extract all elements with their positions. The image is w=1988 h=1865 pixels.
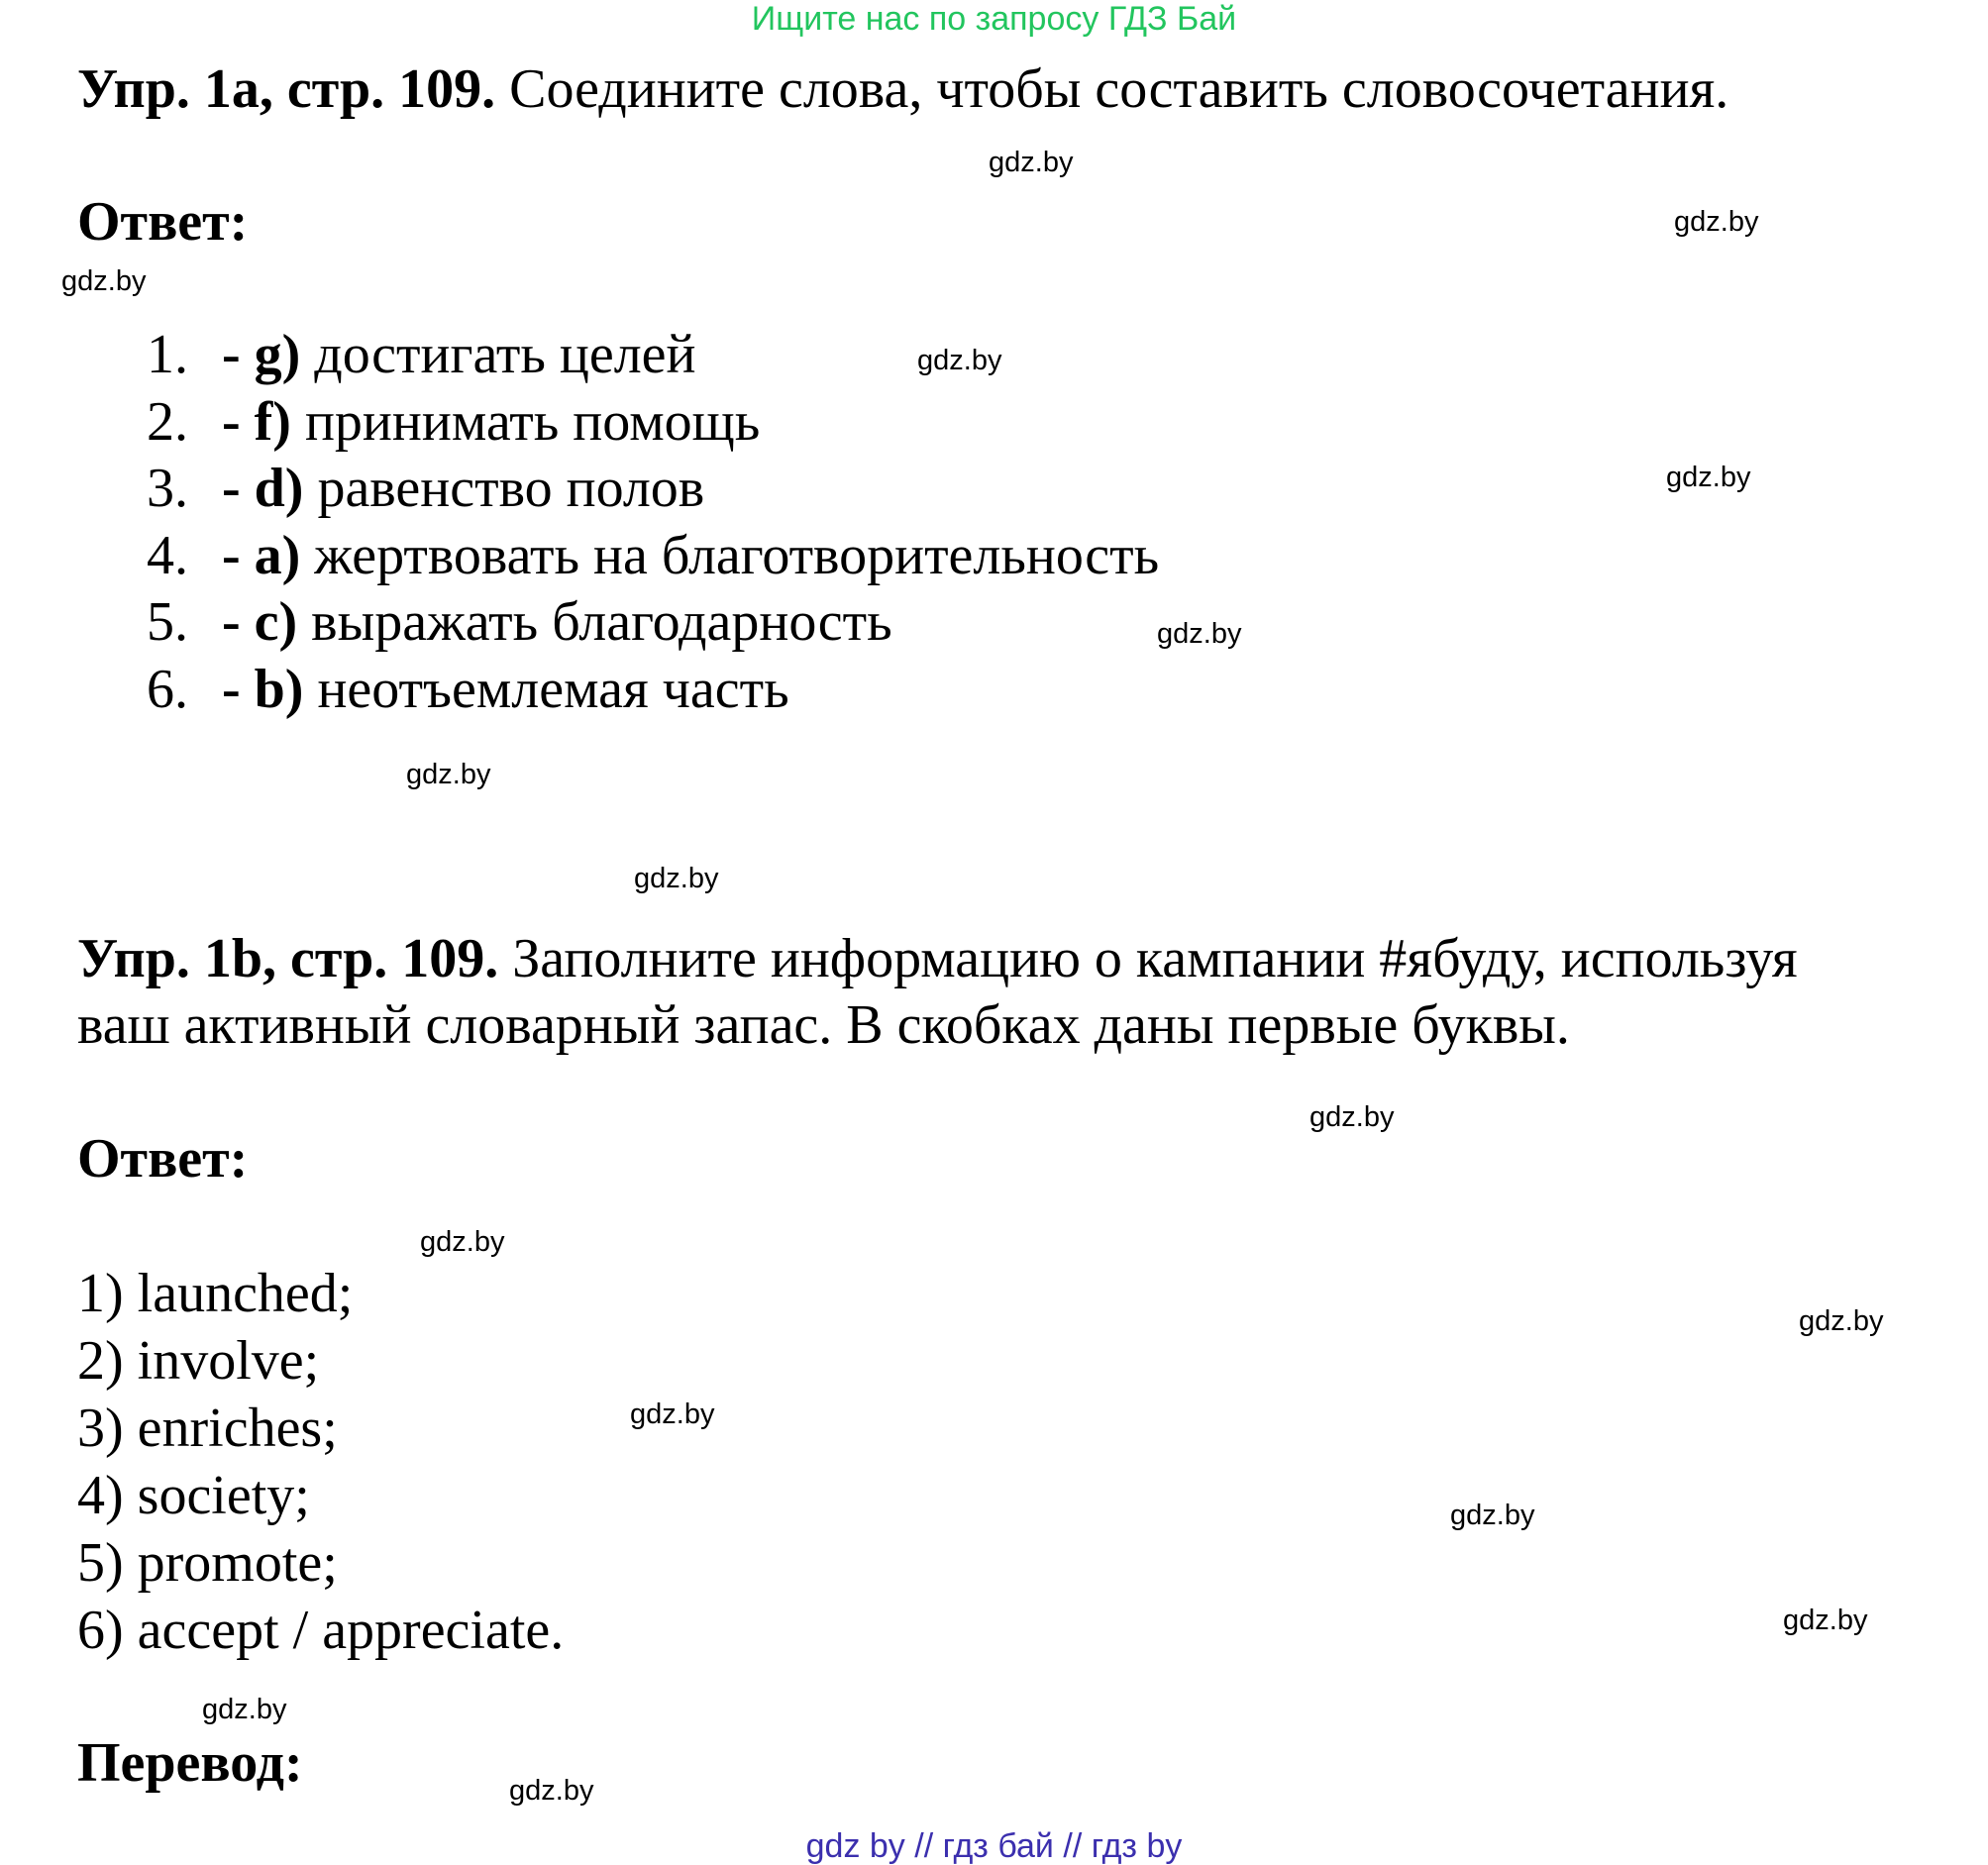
exercise-1b-label: Упр. 1b, стр. 109. — [77, 928, 499, 989]
watermark: gdz.by — [917, 345, 1002, 376]
item-number: 6. — [147, 658, 188, 720]
list-item: 5) promote; — [77, 1532, 338, 1594]
list-item — [147, 658, 1159, 729]
exercise-1b-task-line1: Заполните информацию о кампании #ябуду, используя — [512, 928, 1798, 989]
watermark: gdz.by — [1157, 618, 1242, 650]
exercise-1b-task-line2: ваш активный словарный запас. В скобках даны первые буквы. — [77, 994, 1570, 1056]
watermark: gdz.by — [1450, 1500, 1535, 1531]
list-item: 2) involve; — [77, 1330, 320, 1392]
list-item — [147, 390, 1159, 462]
watermark: gdz.by — [1674, 206, 1759, 238]
list-item: 6) accept / appreciate. — [77, 1600, 565, 1661]
watermark: gdz.by — [1799, 1305, 1884, 1337]
watermark: gdz.by — [630, 1399, 715, 1430]
watermark: gdz.by — [634, 863, 719, 894]
exercise-1a-task: Соедините слова, чтобы составить словосочетания. — [509, 58, 1729, 120]
item-key: - g) — [222, 324, 301, 385]
item-text: выражать благодарность — [311, 591, 892, 653]
translation-label: Перевод: — [77, 1732, 303, 1794]
item-text: жертвовать на благотворительность — [314, 524, 1160, 586]
list-item — [147, 524, 1160, 595]
exercise-1b-answer-label: Ответ: — [77, 1128, 249, 1190]
exercise-1a-answer-label: Ответ: — [77, 191, 249, 253]
item-key: - f) — [222, 390, 291, 453]
list-item — [147, 324, 1159, 394]
item-number: 2. — [147, 390, 188, 453]
item-number: 5. — [147, 591, 188, 653]
search-banner: Ищите нас по запросу ГДЗ Бай — [751, 0, 1237, 38]
exercise-1b-heading-line1 — [77, 928, 1798, 989]
item-key: - a) — [222, 524, 301, 586]
exercise-1a-label: Упр. 1a, стр. 109. — [77, 58, 496, 120]
item-text: равенство полов — [317, 458, 705, 519]
item-key: - c) — [222, 591, 298, 653]
item-text: неотъемлемая часть — [317, 658, 789, 720]
item-text: принимать помощь — [304, 390, 761, 453]
exercise-1a-heading — [77, 58, 1729, 120]
list-item — [147, 458, 1159, 528]
watermark: gdz.by — [989, 147, 1074, 178]
exercise-1a-answer-list — [147, 324, 1160, 728]
watermark: gdz.by — [1666, 462, 1751, 493]
list-item — [147, 591, 1159, 662]
watermark: gdz.by — [509, 1775, 594, 1807]
watermark: gdz.by — [406, 759, 491, 790]
watermark: gdz.by — [1309, 1101, 1395, 1133]
watermark: gdz.by — [1783, 1605, 1868, 1636]
list-item: 1) launched; — [77, 1263, 354, 1324]
watermark: gdz.by — [202, 1694, 287, 1725]
list-item: 3) enriches; — [77, 1398, 338, 1459]
watermark: gdz.by — [61, 265, 147, 297]
item-number: 3. — [147, 458, 188, 519]
item-number: 1. — [147, 324, 188, 385]
watermark: gdz.by — [420, 1226, 505, 1258]
item-text: достигать целей — [314, 324, 696, 385]
item-key: - b) — [222, 658, 304, 720]
footer-links: gdz by // гдз бай // гдз by — [805, 1827, 1183, 1865]
list-item: 4) society; — [77, 1465, 310, 1526]
item-key: - d) — [222, 458, 304, 519]
exercise-1b-answer-list — [77, 1263, 565, 1670]
item-number: 4. — [147, 524, 188, 586]
